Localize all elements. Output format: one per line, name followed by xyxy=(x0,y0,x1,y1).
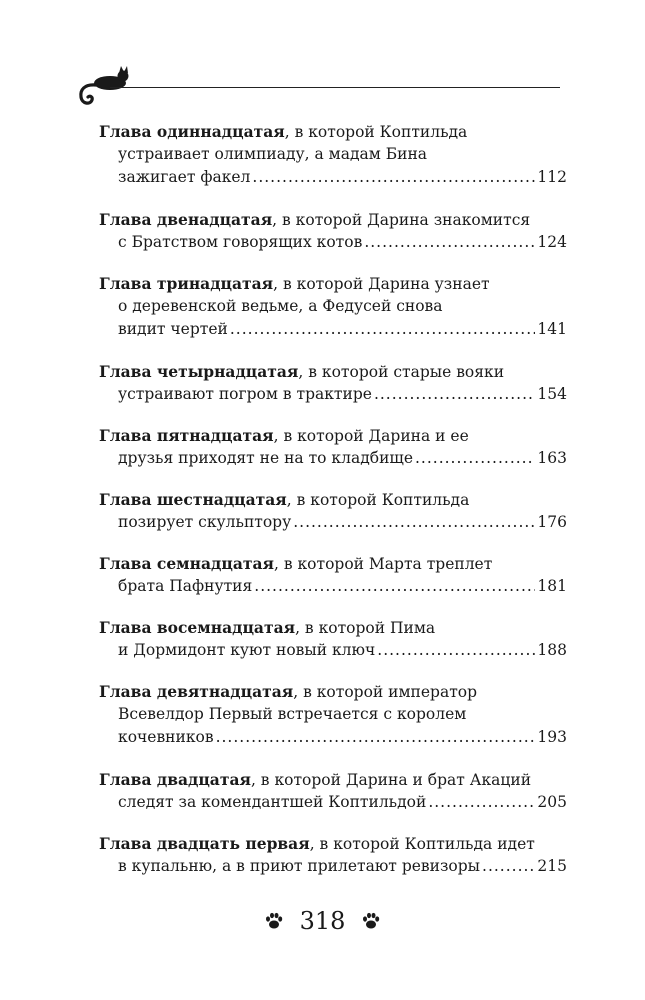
toc-entry xyxy=(99,424,567,470)
chapter-description: , в которой Пима xyxy=(295,619,436,637)
chapter-title: Глава тринадцатая xyxy=(99,274,274,293)
toc-entry xyxy=(99,768,567,814)
chapter-title: Глава семнадцатая xyxy=(99,554,274,573)
chapter-title: Глава двенадцатая xyxy=(99,210,273,229)
toc-line xyxy=(99,680,567,703)
chapter-description: с Братством говорящих котов xyxy=(118,233,363,251)
chapter-description: устраивают погром в трактире xyxy=(118,385,372,403)
toc-line xyxy=(99,832,567,855)
page-ref: 205 xyxy=(537,793,567,811)
chapter-description: устраивает олимпиаду, а мадам Бина xyxy=(118,145,428,163)
toc-line xyxy=(99,575,567,598)
chapter-title: Глава двадцать первая xyxy=(99,834,310,853)
toc-entry xyxy=(99,272,567,341)
chapter-title: Глава пятнадцатая xyxy=(99,426,274,445)
chapter-description: видит чертей xyxy=(118,320,228,338)
dot-leader xyxy=(293,511,535,534)
toc-entry xyxy=(99,208,567,254)
chapter-description: , в которой император xyxy=(293,683,478,701)
page-number: 318 xyxy=(299,906,346,935)
toc-line-text xyxy=(118,318,228,341)
toc-line-text xyxy=(118,639,375,662)
toc-line-text xyxy=(118,511,291,534)
chapter-title: Глава одиннадцатая xyxy=(99,122,285,141)
toc-line xyxy=(99,768,567,791)
chapter-description: , в которой Дарина узнает xyxy=(273,275,490,293)
dot-leader xyxy=(216,726,536,749)
page-ref: 154 xyxy=(537,385,567,403)
dot-leader xyxy=(230,318,536,341)
toc-line-text xyxy=(118,447,413,470)
toc-line xyxy=(99,447,567,470)
toc-line-text xyxy=(118,231,362,254)
chapter-description: , в которой Дарина и ее xyxy=(273,427,469,445)
toc-entry xyxy=(99,488,567,534)
chapter-title: Глава шестнадцатая xyxy=(99,490,287,509)
toc-entry xyxy=(99,120,567,189)
paw-icon xyxy=(264,911,284,931)
page-ref: 141 xyxy=(537,320,567,338)
toc-line xyxy=(99,231,567,254)
chapter-description: в купальню, а в приют прилетают ревизоры xyxy=(118,857,481,875)
header-rule xyxy=(110,87,560,88)
chapter-title: Глава восемнадцатая xyxy=(99,618,296,637)
chapter-description: , в которой Коптильда xyxy=(284,123,468,141)
dot-leader xyxy=(364,231,535,254)
dot-leader xyxy=(254,575,535,598)
chapter-description: , в которой Коптильда xyxy=(286,491,470,509)
toc-line xyxy=(99,639,567,662)
page-ref: 176 xyxy=(537,513,567,531)
page-ref: 193 xyxy=(537,728,567,746)
toc-line xyxy=(99,511,567,534)
toc-line xyxy=(99,703,567,726)
toc-line xyxy=(99,424,567,447)
toc-line-text xyxy=(118,166,250,189)
toc-line xyxy=(99,143,567,166)
toc-line xyxy=(99,791,567,814)
chapter-description: , в которой Коптильда идет xyxy=(309,835,535,853)
page-ref: 163 xyxy=(537,449,567,467)
toc-line-text xyxy=(118,726,214,749)
toc-line-text xyxy=(118,575,252,598)
chapter-description: кочевников xyxy=(118,728,214,746)
toc-line xyxy=(99,855,567,878)
dot-leader xyxy=(377,639,535,662)
toc-entry xyxy=(99,680,567,749)
toc-line xyxy=(99,360,567,383)
page-ref: 181 xyxy=(537,577,567,595)
page-ref: 188 xyxy=(537,641,567,659)
toc-line-text xyxy=(118,383,372,406)
cat-icon xyxy=(76,64,132,112)
chapter-description: зажигает факел xyxy=(118,168,251,186)
toc-line xyxy=(99,208,567,231)
chapter-description: друзья приходят не на то кладбище xyxy=(118,449,413,467)
dot-leader xyxy=(252,166,535,189)
dot-leader xyxy=(482,855,535,878)
chapter-description: , в которой Дарина знакомится xyxy=(272,211,531,229)
chapter-description: о деревенской ведьме, а Федусей снова xyxy=(118,297,443,315)
chapter-title: Глава двадцатая xyxy=(99,770,251,789)
toc-line xyxy=(99,120,567,143)
toc-entry xyxy=(99,832,567,878)
chapter-description: Всевелдор Первый встречается с королем xyxy=(118,705,467,723)
page-ref: 112 xyxy=(537,168,567,186)
toc-line xyxy=(99,552,567,575)
toc-line-text xyxy=(118,791,426,814)
toc-line xyxy=(99,166,567,189)
dot-leader xyxy=(415,447,535,470)
dot-leader xyxy=(374,383,535,406)
chapter-description: брата Пафнутия xyxy=(118,577,253,595)
toc-line xyxy=(99,318,567,341)
toc-line xyxy=(99,616,567,639)
paw-icon xyxy=(361,911,381,931)
chapter-description: , в которой старые вояки xyxy=(298,363,505,381)
page-ref: 124 xyxy=(537,233,567,251)
chapter-description: , в которой Марта треплет xyxy=(273,555,493,573)
toc-line xyxy=(99,295,567,318)
toc-line xyxy=(99,488,567,511)
toc-line-text xyxy=(118,855,480,878)
toc-line xyxy=(99,726,567,749)
page-footer xyxy=(0,905,645,935)
toc-entry xyxy=(99,616,567,662)
toc-line xyxy=(99,383,567,406)
dot-leader xyxy=(428,791,535,814)
chapter-description: и Дормидонт куют новый ключ xyxy=(118,641,376,659)
chapter-description: следят за комендантшей Коптильдой xyxy=(118,793,427,811)
chapter-title: Глава четырнадцатая xyxy=(99,362,299,381)
toc-entry xyxy=(99,552,567,598)
chapter-description: позирует скульптору xyxy=(118,513,292,531)
chapter-title: Глава девятнадцатая xyxy=(99,682,294,701)
page-ref: 215 xyxy=(537,857,567,875)
chapter-description: , в которой Дарина и брат Акаций xyxy=(250,771,532,789)
toc-line xyxy=(99,272,567,295)
toc-entry xyxy=(99,360,567,406)
